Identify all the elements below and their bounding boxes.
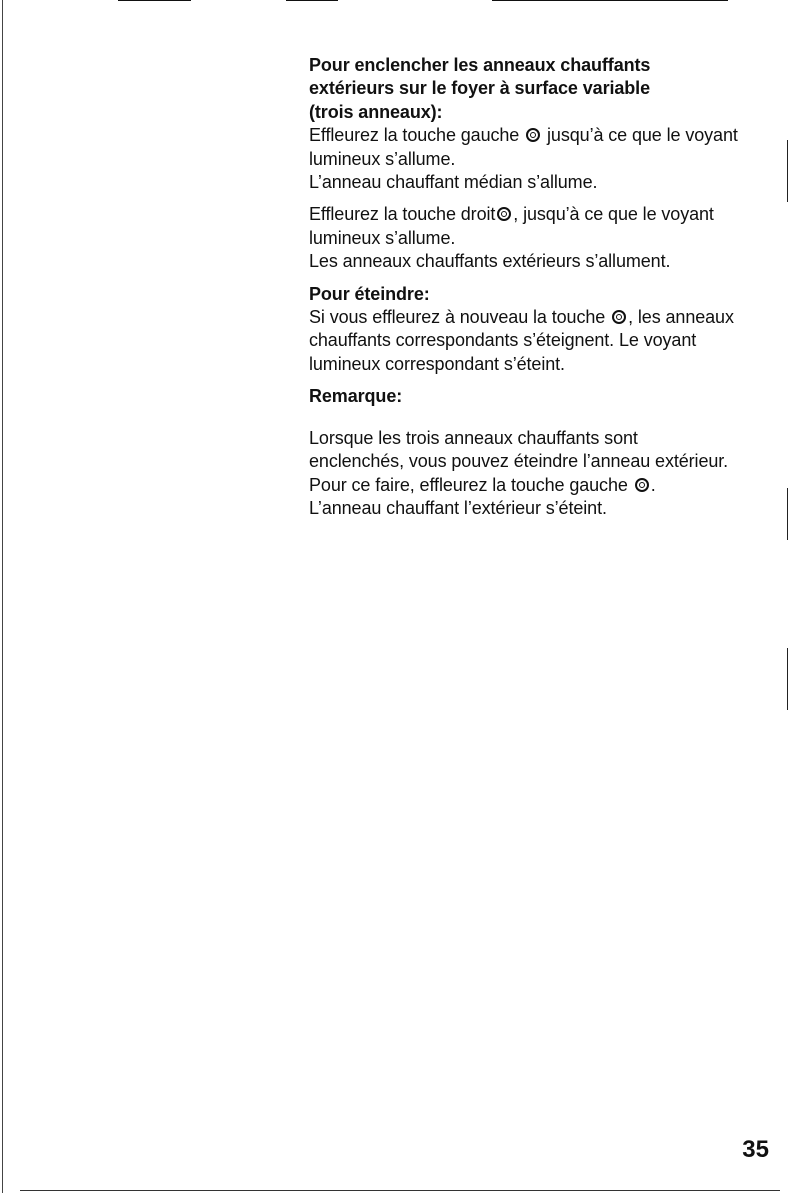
touch-key-ring-icon: [635, 478, 649, 492]
paragraph-remarque: Lorsque les trois anneaux chauffants sont enclenchés, vous pouvez éteindre l’anneau extérieur.: [309, 427, 729, 472]
heading-remarque: Remarque:: [309, 386, 403, 407]
paragraph-anneau-exterieur: L’anneau chauffant l’extérieur s’éteint.: [309, 497, 607, 518]
paragraph-anneau-median: L’anneau chauffant médian s’allume.: [309, 172, 598, 193]
scan-line-bottom: [20, 1190, 780, 1191]
scan-line-right-3: [787, 648, 788, 710]
paragraph-touche-droit: Effleurez la touche droit , jusqu’à ce que le voyant lumineux s’allume.: [309, 204, 714, 248]
heading-eteindre: Pour éteindre:: [309, 283, 430, 304]
paragraph-touche-gauche: Effleurez la touche gauche jusqu’à ce que le voyant lumineux s’allume.: [309, 125, 738, 169]
scan-line-top-2: [286, 0, 338, 1]
paragraph-pour-ce-faire: Pour ce faire, effleurez la touche gauche .: [309, 474, 656, 495]
heading-enclencher: Pour enclencher les anneaux chauffants extérieurs sur le foyer à surface variable (trois anneaux):: [309, 55, 651, 122]
page-number: 35: [742, 1136, 769, 1163]
scan-line-top-3: [492, 0, 728, 1]
touch-key-ring-icon: [612, 310, 626, 324]
scan-line-right-2: [787, 488, 788, 540]
paragraph-eteindre: Si vous effleurez à nouveau la touche , les anneaux chauffants correspondants s’éteignent. Le voyant lumineux correspondant s’éteint.: [309, 307, 734, 374]
scan-line-right-1: [787, 140, 788, 202]
paragraph-anneaux-exterieurs: Les anneaux chauffants extérieurs s’allument.: [309, 251, 671, 272]
scan-line-top-1: [118, 0, 191, 1]
touch-key-ring-icon: [497, 207, 511, 221]
touch-key-ring-icon: [526, 128, 540, 142]
scan-line-left: [2, 0, 3, 1193]
instructions: [309, 54, 779, 520]
